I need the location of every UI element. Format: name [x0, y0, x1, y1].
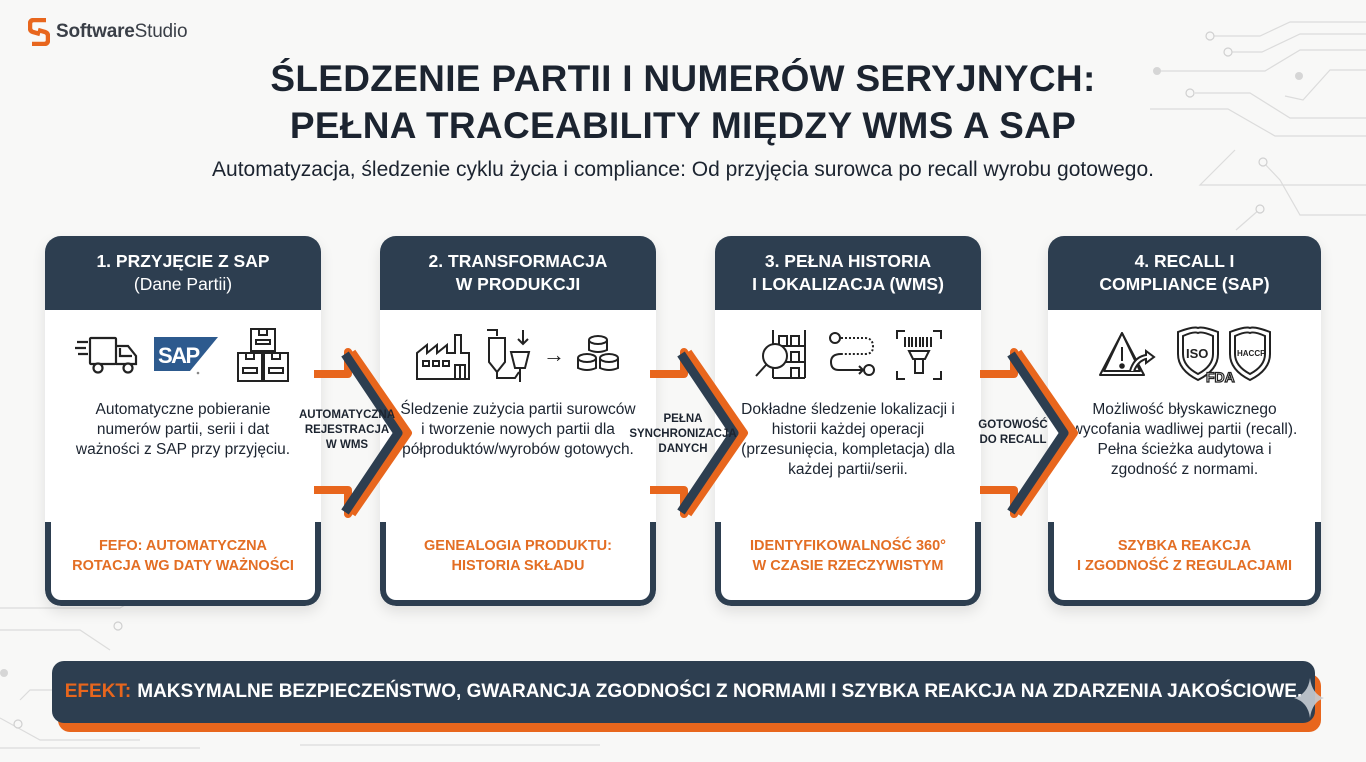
- step-card-header: [380, 236, 656, 310]
- arrow-right-icon: →: [543, 342, 565, 367]
- sap-logo-icon: [154, 335, 220, 375]
- step-subtitle: I LOKALIZACJA (WMS): [752, 274, 944, 294]
- page-title: [0, 55, 1366, 149]
- stacked-boxes-icon: [234, 326, 292, 384]
- factory-icon: [415, 329, 473, 381]
- step-subtitle: W PRODUKCJI: [455, 274, 581, 294]
- effect-label: EFEKT:: [64, 681, 132, 702]
- connector-1: [300, 338, 420, 528]
- connector-label: GOTOWOŚĆ DO RECALL: [978, 419, 1048, 446]
- svg-text:FDA: FDA: [1205, 369, 1235, 384]
- warning-recall-icon: [1096, 329, 1158, 381]
- brand-logo: [28, 18, 187, 46]
- step-highlight: [715, 522, 981, 606]
- mixing-tank-icon: [483, 326, 533, 384]
- page-subtitle: Automatyzacja, śledzenie cyklu życia i compliance: Od przyjęcia surowca po recall wyrobu gotowego.: [212, 158, 1154, 181]
- connector-3: [966, 338, 1086, 528]
- connector-2: [629, 338, 756, 528]
- title-line-2: PEŁNA TRACEABILITY MIĘDZY WMS A SAP: [289, 105, 1077, 146]
- s-logo-icon: [28, 18, 50, 46]
- step-description: Możliwość błyskawicznego wycofania wadliwej partii (recall). Pełna ścieżka audytowa i zgodność z normami.: [1071, 401, 1298, 478]
- step-icons: [45, 310, 321, 400]
- step-title: 4. RECALL I: [1134, 251, 1235, 271]
- highlight-line-2: I ZGODNOŚĆ Z REGULACJAMI: [1076, 558, 1293, 574]
- step-description: Dokładne śledzenie lokalizacji i historii każdej operacji (przesunięcia, kompletacja) dla każdej partii/serii.: [741, 401, 955, 478]
- highlight-line-1: IDENTYFIKOWALNOŚĆ 360°: [750, 538, 946, 554]
- step-description: Automatyczne pobieranie numerów partii, serii i dat ważności z SAP przy przyjęciu.: [75, 401, 291, 458]
- highlight-line-2: ROTACJA WG DATY WAŻNOŚCI: [72, 558, 294, 574]
- highlight-line-2: HISTORIA SKŁADU: [451, 558, 585, 574]
- highlight-line-1: SZYBKA REAKCJA: [1117, 538, 1252, 554]
- iso-fda-shield-icon: [1174, 326, 1274, 384]
- svg-text:HACCP: HACCP: [1236, 349, 1265, 358]
- stacked-rolls-icon: [575, 332, 621, 378]
- step-title: 3. PEŁNA HISTORIA: [764, 251, 932, 271]
- step-description: Śledzenie zużycia partii surowców i tworzenie nowych partii dla półproduktów/wyrobów gotowych.: [400, 401, 636, 458]
- step-card-header: [715, 236, 981, 310]
- effect-text: MAKSYMALNE BEZPIECZEŃSTWO, GWARANCJA ZGODNOŚCI Z NORMAMI I SZYBKA REAKCJA NA ZDARZENIA JAKOŚCIOWE.: [137, 681, 1303, 702]
- step-card-header: [1048, 236, 1321, 310]
- step-icons: [380, 310, 656, 400]
- route-path-icon: [827, 330, 877, 380]
- highlight-line-1: FEFO: AUTOMATYCZNA: [98, 538, 268, 554]
- highlight-line-2: W CZASIE RZECZYWISTYM: [752, 558, 944, 574]
- step-title: 2. TRANSFORMACJA: [428, 251, 608, 271]
- svg-text:ISO: ISO: [1185, 346, 1208, 361]
- step-highlight: [45, 522, 321, 606]
- svg-text:SAP: SAP: [158, 343, 199, 368]
- step-card-2: [380, 236, 656, 606]
- step-card-header: [45, 236, 321, 310]
- connector-label: PEŁNA SYNCHRONIZACJA DANYCH: [629, 413, 737, 455]
- step-icons: [1048, 310, 1321, 400]
- step-card-4: [1048, 236, 1321, 606]
- brand-name: SoftwareStudio: [56, 21, 188, 42]
- step-card-1: [45, 236, 321, 606]
- connector-label: AUTOMATYCZNA REJESTRACJA W WMS: [298, 409, 396, 451]
- title-line-1: ŚLEDZENIE PARTII I NUMERÓW SERYJNYCH:: [270, 58, 1096, 99]
- step-highlight: [1048, 522, 1321, 606]
- step-subtitle: (Dane Partii): [133, 274, 233, 294]
- delivery-truck-icon: [74, 334, 140, 376]
- sparkle-icon: [1290, 678, 1324, 718]
- step-title: 1. PRZYJĘCIE Z SAP: [96, 251, 270, 271]
- highlight-line-1: GENEALOGIA PRODUKTU:: [424, 538, 612, 554]
- step-highlight: [380, 522, 656, 606]
- warehouse-search-icon: [753, 328, 809, 382]
- step-subtitle: COMPLIANCE (SAP): [1099, 274, 1270, 294]
- effect-banner: [52, 661, 1315, 723]
- barcode-scanner-icon: [895, 329, 943, 381]
